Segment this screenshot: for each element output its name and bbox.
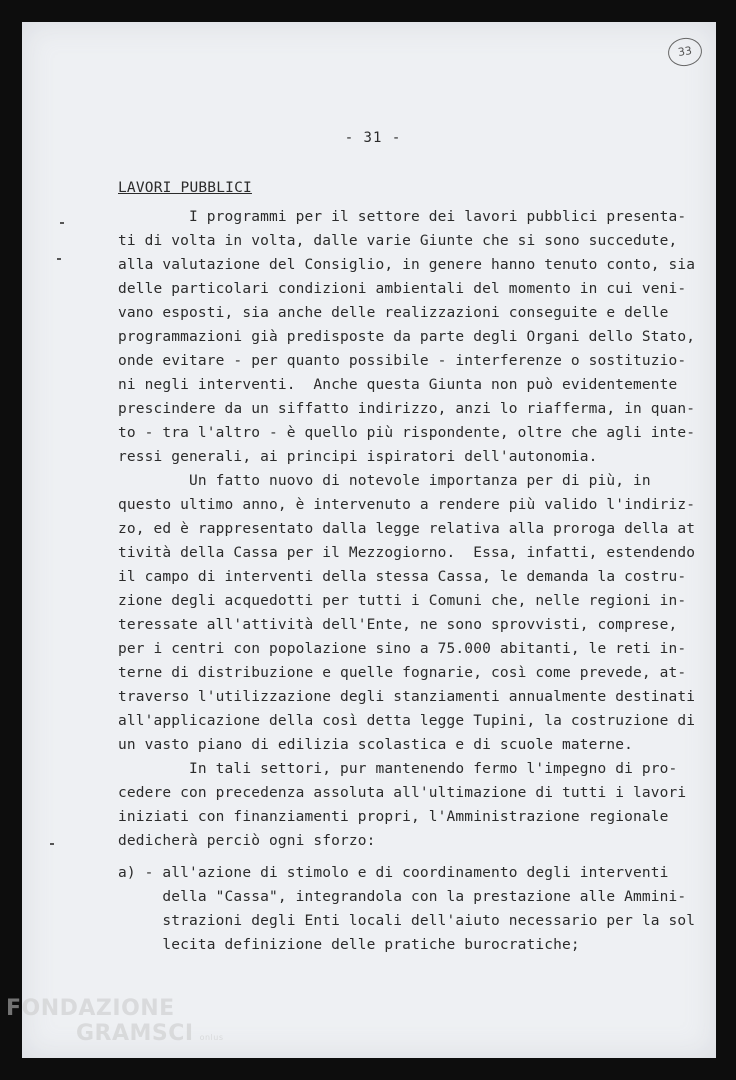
text-line: zo, ed è rappresentato dalla legge relativa alla proroga della at	[118, 521, 696, 537]
watermark-line2: GRAMSCI	[76, 1021, 194, 1046]
text-line: teressate all'attività dell'Ente, ne sono sprovvisti, comprese,	[118, 617, 678, 633]
page-stamp: 33	[666, 36, 704, 68]
text-line: delle particolari condizioni ambientali del momento in cui veni-	[118, 281, 687, 297]
text-line: ni negli interventi. Anche questa Giunta non può evidentemente	[118, 377, 678, 393]
text-line: lecita definizione delle pratiche burocratiche;	[118, 937, 580, 953]
text-line: zione degli acquedotti per tutti i Comuni che, nelle regioni in-	[118, 593, 687, 609]
text-line: In tali settori, pur mantenendo fermo l'impegno di pro-	[118, 761, 678, 777]
text-line: all'applicazione della così detta legge Tupini, la costruzione di	[118, 713, 696, 729]
text-line: questo ultimo anno, è intervenuto a rendere più valido l'indiriz-	[118, 497, 696, 513]
text-line: dedicherà perciò ogni sforzo:	[118, 833, 376, 849]
margin-mark	[57, 258, 61, 260]
text-line: della "Cassa", integrandola con la prestazione alle Ammini-	[118, 889, 687, 905]
margin-mark	[60, 222, 64, 224]
text-line: un vasto piano di edilizia scolastica e di scuole materne.	[118, 737, 634, 753]
margin-mark	[50, 843, 54, 845]
watermark-logo	[6, 996, 224, 1050]
text-line: il campo di interventi della stessa Cassa, le demanda la costru-	[118, 569, 687, 585]
text-line: tività della Cassa per il Mezzogiorno. Essa, infatti, estendendo	[118, 545, 696, 561]
text-line: cedere con precedenza assoluta all'ultimazione di tutti i lavori	[118, 785, 687, 801]
text-line: vano esposti, sia anche delle realizzazioni conseguite e delle	[118, 305, 669, 321]
text-line: I programmi per il settore dei lavori pubblici presenta-	[118, 209, 687, 225]
text-line: prescindere da un siffatto indirizzo, anzi lo riafferma, in quan-	[118, 401, 696, 417]
text-line: programmazioni già predisposte da parte degli Organi dello Stato,	[118, 329, 696, 345]
text-line: iniziati con finanziamenti propri, l'Amministrazione regionale	[118, 809, 669, 825]
text-line: ti di volta in volta, dalle varie Giunte che si sono succedute,	[118, 233, 678, 249]
text-line: strazioni degli Enti locali dell'aiuto necessario per la sol	[118, 913, 696, 929]
text-line: a) - all'azione di stimolo e di coordinamento degli interventi	[118, 865, 669, 881]
text-line: terne di distribuzione e quelle fognarie, così come prevede, at-	[118, 665, 687, 681]
watermark-line1: FONDAZIONE	[6, 996, 175, 1021]
text-line: alla valutazione del Consiglio, in genere hanno tenuto conto, sia	[118, 257, 696, 273]
text-line: Un fatto nuovo di notevole importanza per di più, in	[118, 473, 651, 489]
text-line: to - tra l'altro - è quello più rispondente, oltre che agli inte-	[118, 425, 696, 441]
text-line: ressi generali, ai principi ispiratori dell'autonomia.	[118, 449, 598, 465]
text-line: per i centri con popolazione sino a 75.000 abitanti, le reti in-	[118, 641, 687, 657]
text-line: traverso l'utilizzazione degli stanziamenti annualmente destinati	[118, 689, 696, 705]
watermark-small: onlus	[199, 1033, 224, 1042]
page-number: - 31 -	[344, 130, 402, 146]
section-title: LAVORI PUBBLICI	[118, 180, 252, 196]
text-line: onde evitare - per quanto possibile - interferenze o sostituzio-	[118, 353, 687, 369]
